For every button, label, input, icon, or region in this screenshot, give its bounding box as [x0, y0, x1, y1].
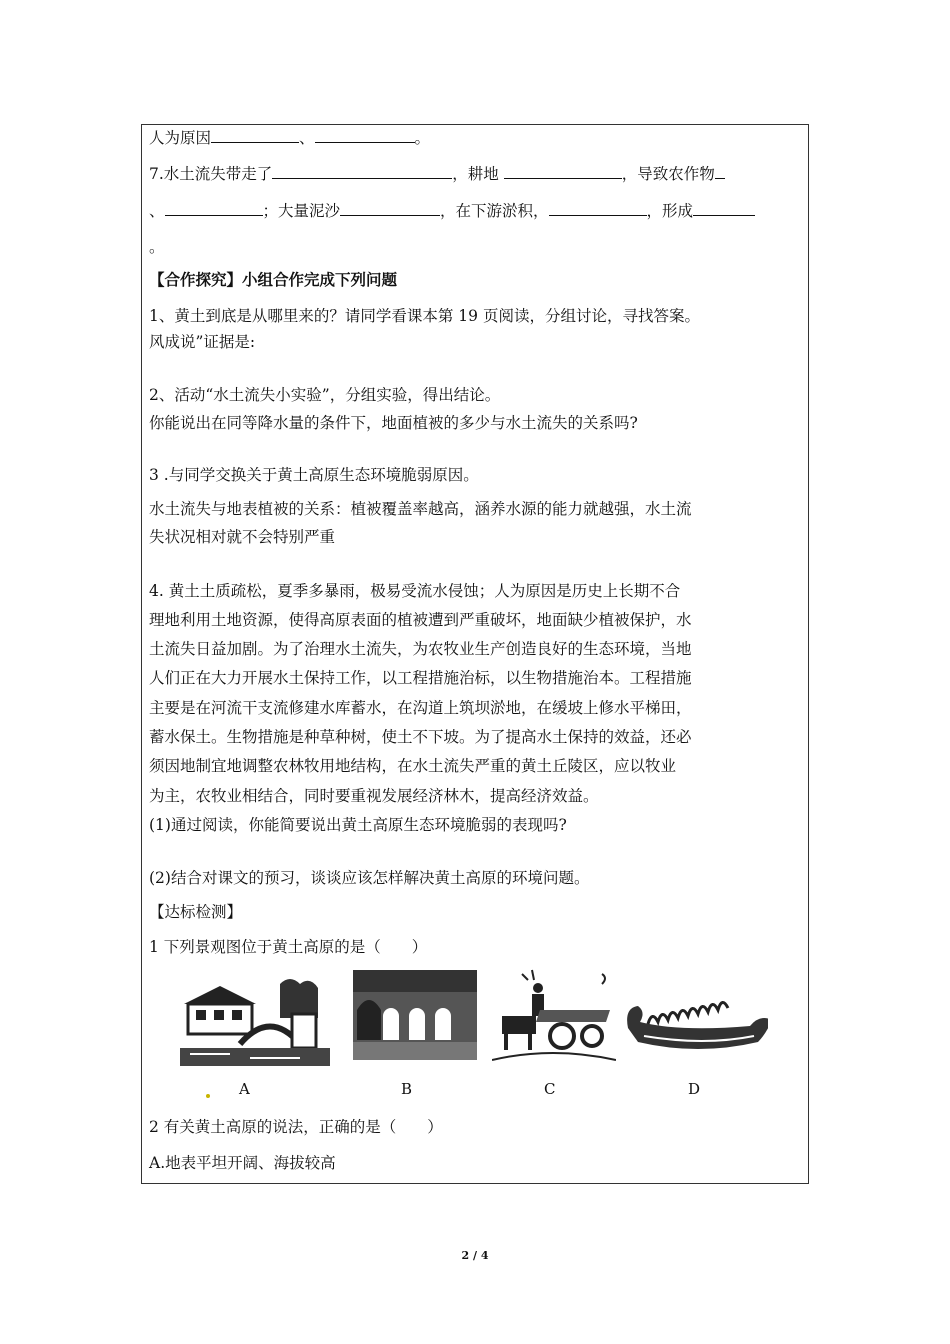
dragon-boat-image [624, 990, 768, 1056]
coop-q2-line2: 你能说出在同等降水量的条件下，地面植被的多少与水土流失的关系吗? [149, 414, 638, 432]
option-label-c: C [544, 1080, 556, 1098]
test-q2-option-a: A.地表平坦开阔、海拔较高 [149, 1154, 336, 1172]
q7-line-2: 、 ；大量泥沙 ，在下游淤积， ，形成 [149, 201, 755, 221]
coop-q3-line2: 水土流失与地表植被的关系：植被覆盖率越高，涵养水源的能力就越强，水土流 [149, 500, 692, 518]
coop-q4-line: 主要是在河流干支流修建水库蓄水，在沟道上筑坝淤地，在缓坡上修水平梯田， [149, 699, 692, 717]
q7-line-1: 7.水土流失带走了 ，耕地 ，导致农作物 [149, 164, 725, 184]
marker-dot [206, 1094, 210, 1098]
town-waterway-image [180, 974, 330, 1066]
coop-sub1: (1)通过阅读，你能简要说出黄土高原生态环境脆弱的表现吗? [149, 816, 567, 834]
coop-q1-line1: 1、黄土到底是从哪里来的？请同学看课本第 19 页阅读，分组讨论，寻找答案。 [149, 307, 700, 325]
q6-line: 人为原因 、 。 [149, 129, 431, 147]
test-q2: 2 有关黄土高原的说法，正确的是（ ） [149, 1118, 443, 1136]
coop-q3-line3: 失状况相对就不会特别严重 [149, 528, 336, 546]
ox-cart-image [492, 966, 616, 1066]
coop-sub2: (2)结合对课文的预习，谈谈应该怎样解决黄土高原的环境问题。 [149, 869, 590, 887]
q7-line-3: 。 [149, 238, 165, 256]
cave-dwelling-image [353, 970, 477, 1060]
coop-q4-line: 须因地制宜地调整农林牧用地结构，在水土流失严重的黄土丘陵区，应以牧业 [149, 757, 677, 775]
test-q1: 1 下列景观图位于黄土高原的是（ ） [149, 938, 428, 956]
coop-heading: 【合作探究】小组合作完成下列问题 [149, 270, 398, 289]
coop-q4-line: 人们正在大力开展水土保持工作，以工程措施治标，以生物措施治本。工程措施 [149, 669, 692, 687]
coop-q1-line2: 风成说”证据是: [149, 333, 256, 351]
test-heading: 【达标检测】 [149, 903, 243, 921]
option-label-a: A [239, 1080, 250, 1098]
coop-q4-line: 4. 黄土土质疏松，夏季多暴雨，极易受流水侵蚀；人为原因是历史上长期不合 [149, 582, 681, 600]
page-number: 2 / 4 [461, 1249, 489, 1262]
coop-q4-line: 理地利用土地资源，使得高原表面的植被遭到严重破坏，地面缺少植被保护，水 [149, 611, 692, 629]
coop-q4-line: 为主，农牧业相结合，同时要重视发展经济林木，提高经济效益。 [149, 787, 599, 805]
coop-q4-line: 土流失日益加剧。为了治理水土流失，为农牧业生产创造良好的生态环境，当地 [149, 640, 692, 658]
option-label-b: B [401, 1080, 413, 1098]
coop-q4-line: 蓄水保土。生物措施是种草种树，使土不下坡。为了提高水土保持的效益，还必 [149, 728, 692, 746]
coop-q3-line1: 3 .与同学交换关于黄土高原生态环境脆弱原因。 [149, 466, 479, 484]
coop-q2-line1: 2、活动“水土流失小实验”，分组实验，得出结论。 [149, 386, 501, 404]
option-label-d: D [688, 1080, 701, 1098]
